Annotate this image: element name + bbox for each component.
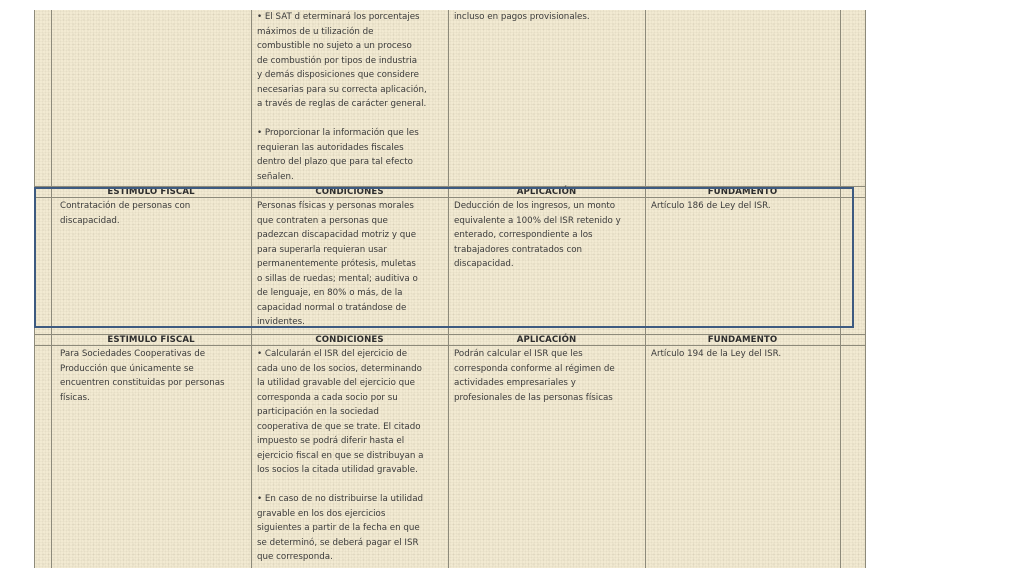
text-line: físicas. [60, 392, 90, 403]
text-line: encuentren constituidas por personas [60, 378, 225, 388]
text-line: padezcan discapacidad motriz y que [257, 230, 417, 240]
text-line: que contraten a personas que [257, 215, 388, 226]
text-line: • El SAT d eterminará los porcentajes [257, 12, 420, 22]
disability-estimulo-cell [60, 199, 248, 228]
header-aplicacion: APLICACIÓN [516, 335, 577, 345]
text-line: Podrán calcular el ISR que les [454, 349, 583, 359]
text-line: impuesto se podrá diferir hasta el [257, 436, 405, 446]
text-line: • Calcularán el ISR del ejercicio de [257, 349, 408, 359]
text-line: para superarla requieran usar [257, 244, 387, 255]
text-line: siguientes a partir de la fecha en que [257, 523, 420, 533]
column-divider [645, 10, 646, 568]
text-line: discapacidad. [60, 215, 120, 226]
text-line: gravable en los dos ejercicios [257, 508, 386, 519]
text-line: requieran las autoridades fiscales [257, 142, 404, 153]
text-line: señalen. [257, 171, 294, 182]
cooperatives-conditions-para-1 [257, 347, 447, 478]
text-line: equivalente a 100% del ISR retenido y [454, 215, 621, 226]
cooperatives-fundamento-cell [651, 347, 839, 362]
text-line: Personas físicas y personas morales [257, 201, 414, 211]
column-divider [840, 10, 841, 568]
top-conditions-para-2 [257, 126, 447, 184]
incentives-table [34, 10, 866, 568]
text-line: se determinó, se deberá pagar el ISR [257, 537, 419, 548]
text-line: Artículo 186 de Ley del ISR. [651, 201, 771, 211]
disability-fundamento-cell [651, 199, 839, 214]
text-line: participación en la sociedad [257, 407, 379, 417]
text-line: o sillas de ruedas; mental; auditiva o [257, 273, 418, 284]
text-line: permanentemente prótesis, muletas [257, 259, 416, 269]
header-fundamento: FUNDAMENTO [707, 335, 778, 345]
text-line: ejercicio fiscal en que se distribuyan a [257, 450, 424, 461]
cooperatives-conditions-para-2 [257, 492, 447, 565]
disability-aplicacion-cell [454, 199, 644, 272]
text-line: Contratación de personas con [60, 201, 191, 211]
header-estimulo: ESTIMULO FISCAL [107, 335, 195, 345]
column-divider [251, 10, 252, 568]
text-line: los socios la citada utilidad gravable. [257, 465, 418, 475]
text-line: la utilidad gravable del ejercicio que [257, 378, 416, 388]
text-line: discapacidad. [454, 259, 514, 269]
text-line: enterado, correspondiente a los [454, 230, 593, 240]
text-line: combustible no sujeto a un proceso [257, 41, 412, 51]
text-line: trabajadores contratados con [454, 244, 583, 255]
cooperatives-aplicacion-cell [454, 347, 644, 405]
top-application-cell [454, 10, 642, 25]
text-line: Producción que únicamente se [60, 363, 194, 374]
row-divider [35, 345, 865, 346]
text-line: cooperativa de que se trate. El citado [257, 421, 421, 432]
text-line: corresponda a cada socio por su [257, 392, 398, 403]
text-line: a través de reglas de carácter general. [257, 99, 427, 109]
text-line: y demás disposiciones que considere [257, 70, 419, 80]
header-condiciones: CONDICIONES [315, 335, 384, 345]
text-line: actividades empresariales y [454, 378, 576, 388]
header-aplicacion: APLICACIÓN [516, 187, 577, 197]
text-line: de lenguaje, en 80% o más, de la [257, 288, 403, 298]
header-condiciones: CONDICIONES [315, 187, 384, 197]
text-line: dentro del plazo que para tal efecto [257, 157, 413, 167]
text-line: capacidad normal o tratándose de [257, 302, 407, 313]
column-divider [51, 10, 52, 568]
text-line: profesionales de las personas físicas [454, 392, 613, 403]
text-line: cada uno de los socios, determinando [257, 363, 422, 374]
text-line: • Proporcionar la información que les [257, 128, 419, 138]
column-divider [448, 10, 449, 568]
text-line: necesarias para su correcta aplicación, [257, 84, 427, 95]
text-line: de combustión por tipos de industria [257, 55, 418, 66]
row-divider [35, 197, 865, 198]
text-line: que corresponda. [257, 552, 333, 562]
text-line: Para Sociedades Cooperativas de [60, 349, 206, 359]
text-line: incluso en pagos provisionales. [454, 12, 590, 22]
text-line: máximos de u tilización de [257, 26, 374, 37]
header-fundamento: FUNDAMENTO [707, 187, 778, 197]
top-conditions-cell [257, 10, 447, 184]
text-line: invidentes. [257, 317, 305, 327]
text-line: corresponda conforme al régimen de [454, 363, 615, 374]
top-conditions-para-1 [257, 10, 447, 112]
disability-condiciones-cell [257, 199, 447, 330]
cooperatives-estimulo-cell [60, 347, 250, 405]
text-line: Artículo 194 de la Ley del ISR. [651, 349, 782, 359]
text-line: Deducción de los ingresos, un monto [454, 201, 616, 211]
text-line: • En caso de no distribuirse la utilidad [257, 494, 424, 504]
header-estimulo: ESTIMULO FISCAL [107, 187, 195, 197]
cooperatives-condiciones-cell [257, 347, 447, 565]
